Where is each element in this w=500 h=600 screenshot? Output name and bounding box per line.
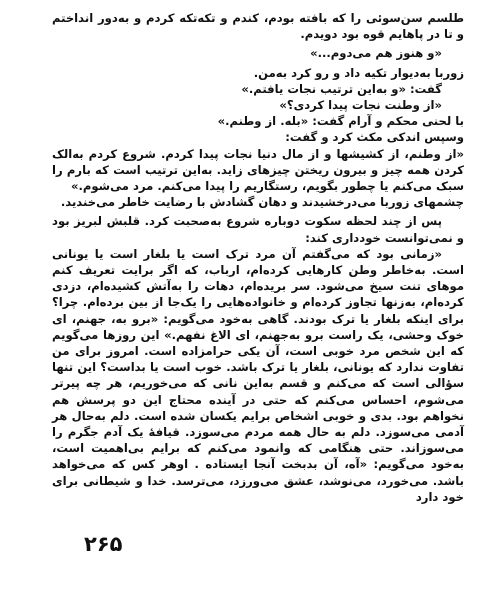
paragraph: «از وطنم، از کشیشها و از مال دنیا نجات پیدا کردم. شروع کردم به‌الک کردن همه چیز و بیرون ریختن چیزهای زاید. به‌این ترتیب است که بارم را سبک می‌کنم یا چطور بگویم، رستگاریم را پیدا می‌کنم. مرد می‌شوم.» <box>52 146 464 194</box>
paragraph: طلسم سن‌سوئی را که بافته بودم، کندم و تکه‌تکه کردم و به‌دور انداختم و تا در پاهایم قوه بود دویدم. <box>52 11 464 42</box>
paragraph: چشمهای زوربا می‌درخشیدند و دهان گشادش با رضایت خاطر می‌خندید. <box>60 195 464 210</box>
paragraph: وسپس اندکی مکث کرد و گفت: <box>285 130 464 145</box>
paragraph: «از وطنت نجات پیدا کردی؟» <box>279 98 442 113</box>
paragraph: با لحنی محکم و آرام گفت: «بله. از وطنم.» <box>217 114 464 129</box>
paragraph: پس از چند لحظه سکوت دوباره شروع به‌صحبت کرد. قلبش لبریز بود و نمی‌توانست خودداری کند: <box>52 214 464 245</box>
paragraph: گفت: «و به‌این ترتیب نجات یافتم.» <box>241 81 442 96</box>
paragraph: «و هنوز هم می‌دوم...» <box>310 46 442 61</box>
paragraph: «زمانی بود که می‌گفتم آن مرد ترک است یا بلغار است یا یونانی است. به‌خاطر وطن کارهایی کرده‌ام، ارباب، که اگر برایت تعریف کنم موهای تنت سیخ می‌شود. سر بریده‌ام، دهات را به‌آتش کشیده‌ام، دزدی کرده‌ام، به‌زنها تجاوز کرده‌ام و خانواده‌هایی را یک‌جا از بین برده‌ام. چرا؟ برای اینکه بلغار یا ترک بودند. گاهی به‌خود می‌گویم: «برو به، جهنم، ای خوک وحشی، یک راست برو به‌جهنم، ای الاغ نفهم.» این روزها می‌گویم که این شخص مرد خوبی است، آن یکی حرامزاده است. امروز برای من تفاوت ندارد که یونانی، بلغار یا ترک باشد. خوب است یا بداست؟ این تنها سؤالی است که می‌کنم و قسم به‌این نانی که می‌خوریم، هر چه پیرتر می‌شوم، احساس می‌کنم که حتی در آینده محتاج این دو پرسش هم نخواهم بود. بدی و خوبی اشخاص برایم یکسان شده است. دلم به‌حال هر آدمی می‌سوزد. دلم به حال همه مردم می‌سوزد. قیافهٔ یک آدم جگرم را می‌سوزاند. حتی هنگامی که وانمود می‌کنم که برایم بی‌اهمیت است، به‌خود می‌گویم: «آه، آن بدبخت آنجا ایستاده . اوهر کس که می‌خواهد باشد. می‌خورد، می‌نوشد، عشق می‌ورزد، می‌ترسد. خدا و شیطانی برای خود دارد <box>52 246 464 504</box>
page-number: ۲۶۵ <box>84 532 123 556</box>
body-text <box>52 10 464 505</box>
paragraph: زوربا به‌دیوار تکیه داد و رو کرد به‌من. <box>253 65 464 80</box>
